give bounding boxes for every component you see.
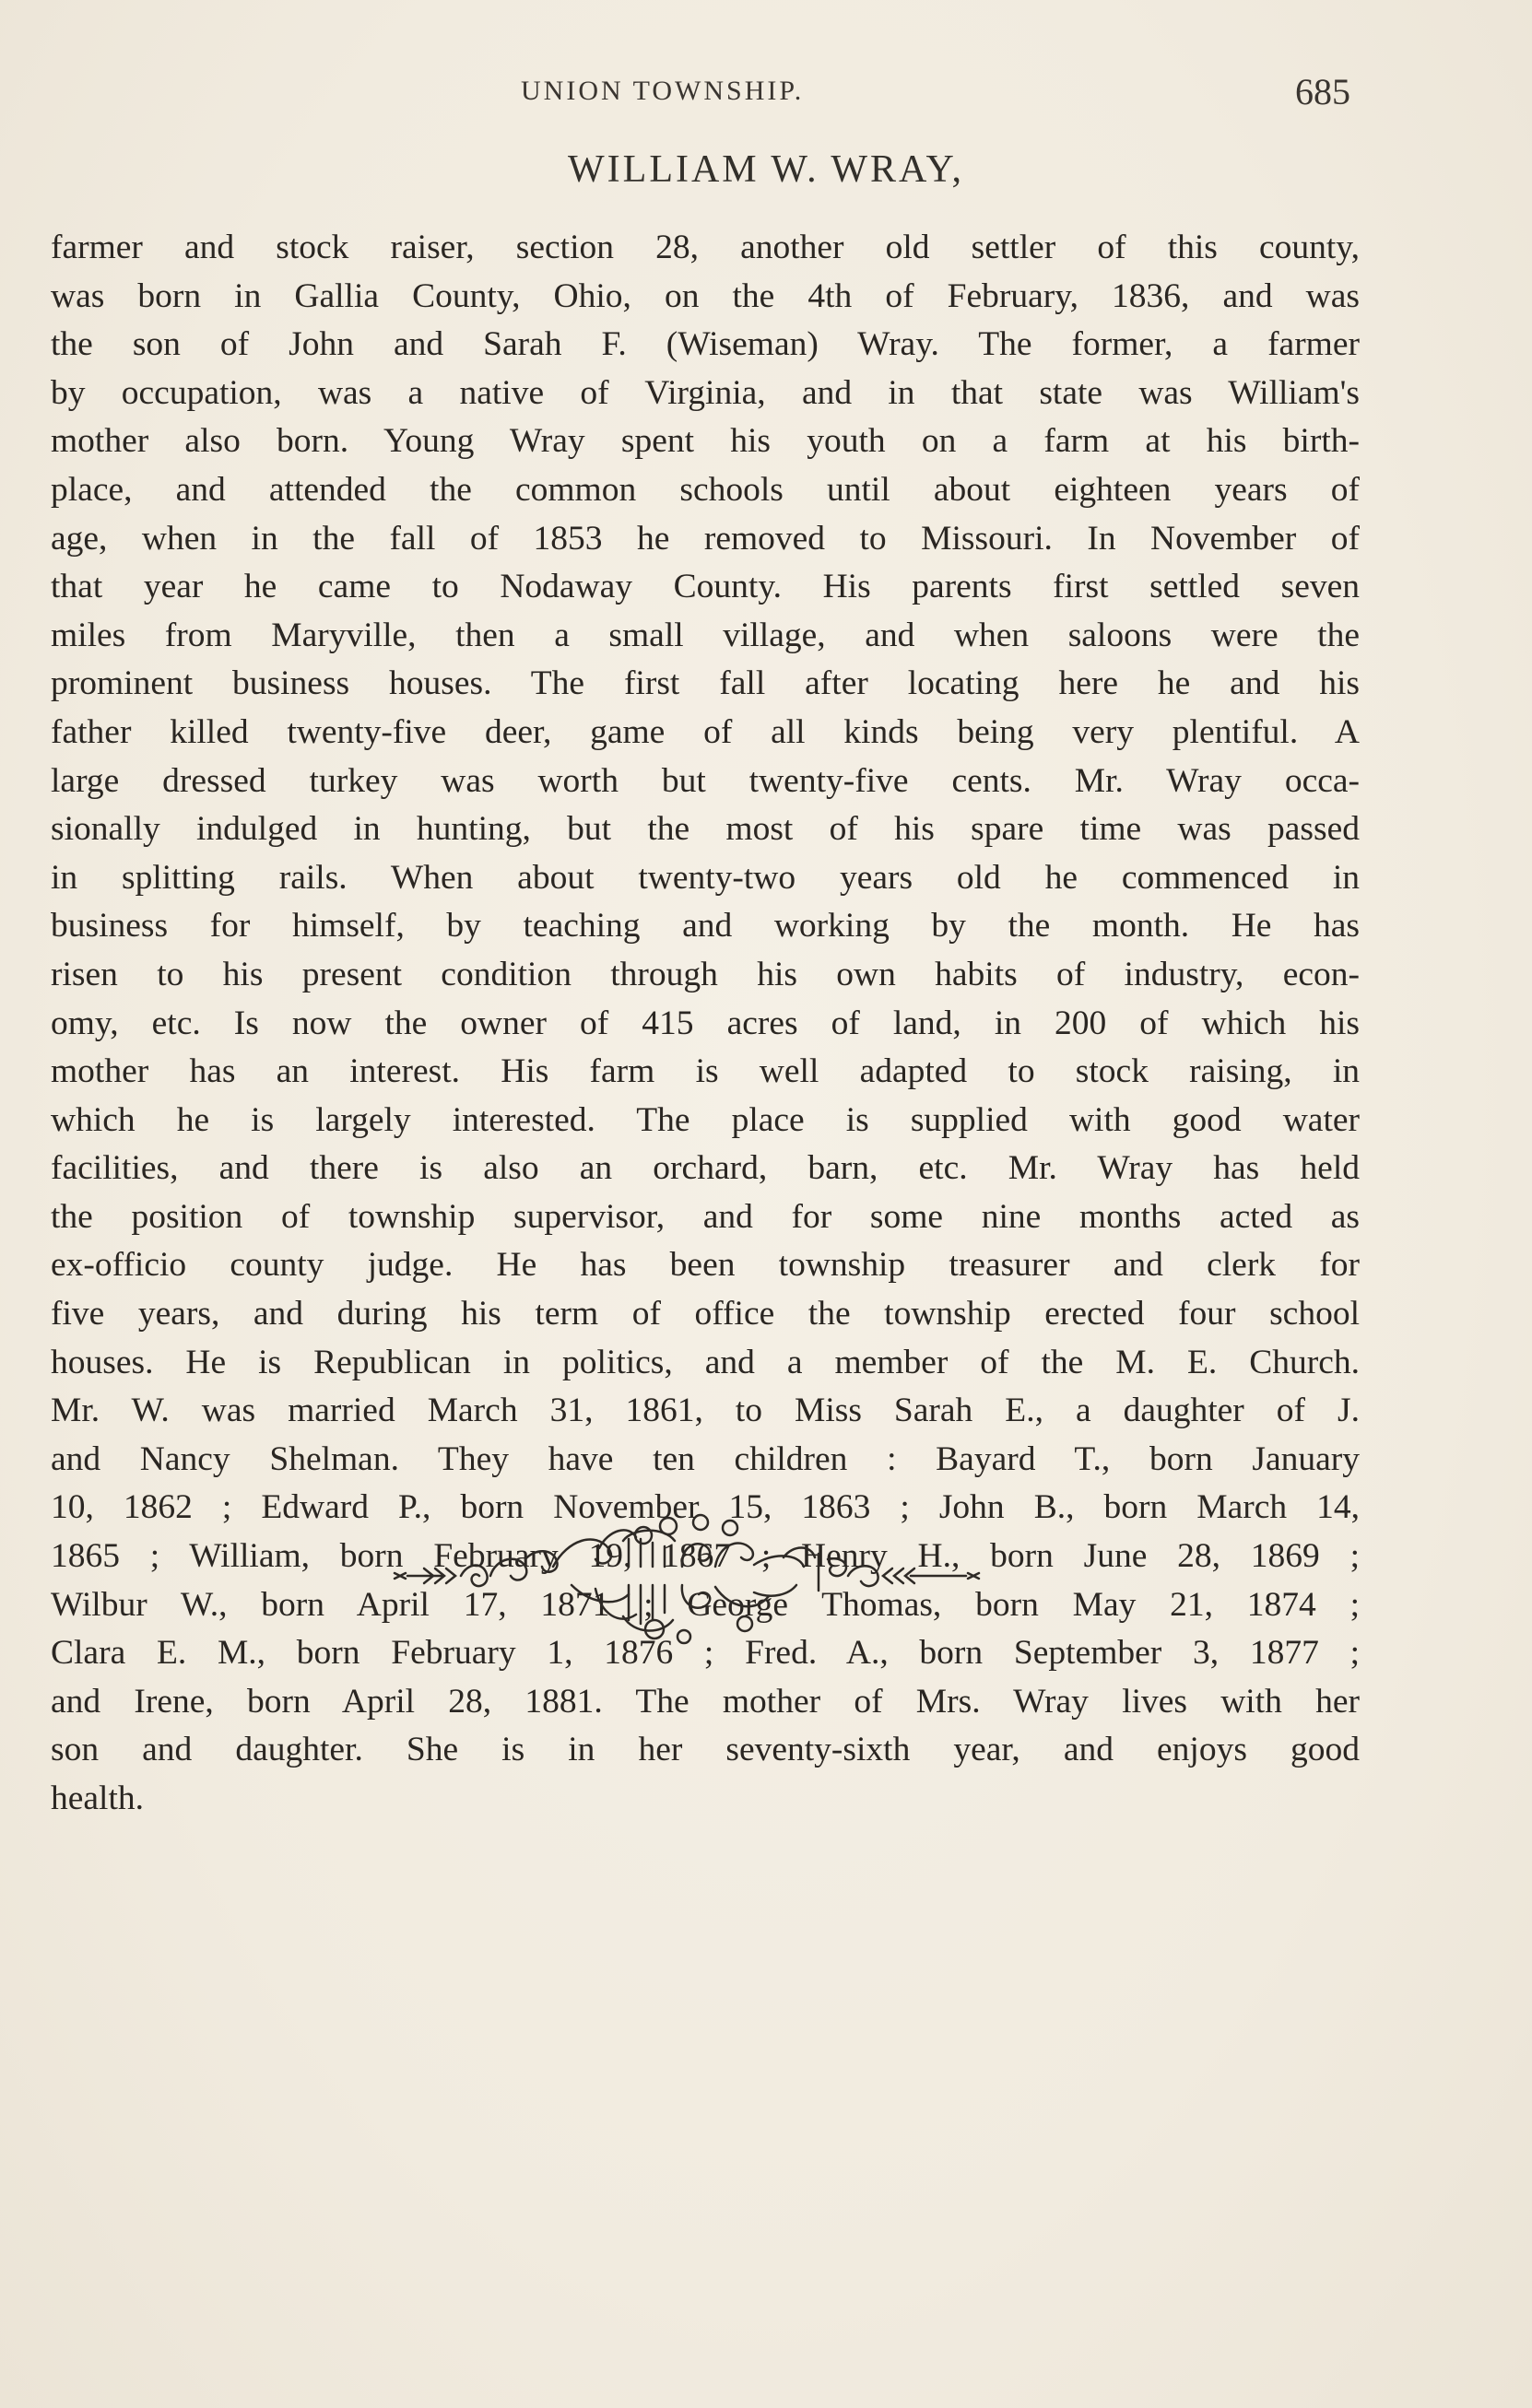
body-line: Wilbur W., born April 17, 1871 ; George Thomas, born May 21, 1874 ; — [51, 1585, 1360, 1624]
body-line: facilities, and there is also an orchard, barn, etc. Mr. Wray has held — [51, 1149, 1360, 1188]
body-line: miles from Maryville, then a small village, and when saloons were the — [51, 616, 1360, 654]
body-line: large dressed turkey was worth but twenty-five cents. Mr. Wray occa- — [51, 761, 1360, 800]
body-line: omy, etc. Is now the owner of 415 acres of land, in 200 of which his — [51, 1004, 1360, 1042]
body-line: 1865 ; William, born February 19, 1867 ; Henry H., born June 28, 1869 ; — [51, 1537, 1360, 1576]
body-line: farmer and stock raiser, section 28, another old settler of this county, — [51, 229, 1360, 266]
body-line: prominent business houses. The first fall after locating here he and his — [51, 664, 1360, 703]
body-line: the position of township supervisor, and for some nine months acted as — [51, 1197, 1360, 1236]
entry-title: WILLIAM W. WRAY, — [568, 148, 964, 191]
body-line: place, and attended the common schools until about eighteen years of — [51, 470, 1360, 509]
body-line: father killed twenty-five deer, game of all kinds being very plentiful. A — [51, 712, 1360, 751]
body-line: ex-officio county judge. He has been township treasurer and clerk for — [51, 1246, 1360, 1285]
body-line: and Irene, born April 28, 1881. The mother of Mrs. Wray lives with her — [51, 1682, 1360, 1721]
body-line: five years, and during his term of office the township erected four school — [51, 1295, 1360, 1333]
body-line: mother also born. Young Wray spent his youth on a farm at his birth- — [51, 422, 1360, 461]
body-line: the son of John and Sarah F. (Wiseman) Wray. The former, a farmer — [51, 325, 1360, 364]
body-line: age, when in the fall of 1853 he removed to Missouri. In November of — [51, 519, 1360, 558]
body-line: and Nancy Shelman. They have ten children : Bayard T., born January — [51, 1439, 1360, 1478]
running-head: UNION TOWNSHIP. — [521, 76, 805, 106]
body-line: Clara E. M., born February 1, 1876 ; Fred. A., born September 3, 1877 ; — [51, 1634, 1360, 1673]
body-line: houses. He is Republican in politics, and a member of the M. E. Church. — [51, 1343, 1360, 1381]
page-number: 685 — [1295, 71, 1350, 112]
body-line: by occupation, was a native of Virginia, and in that state was William's — [51, 373, 1360, 412]
body-line: that year he came to Nodaway County. His parents first settled seven — [51, 568, 1360, 606]
body-line: business for himself, by teaching and working by the month. He has — [51, 907, 1360, 946]
body-line: in splitting rails. When about twenty-two years old he commenced in — [51, 858, 1360, 897]
body-line: was born in Gallia County, Ohio, on the 4th of February, 1836, and was — [51, 276, 1360, 315]
body-line: mother has an interest. His farm is well adapted to stock raising, in — [51, 1052, 1360, 1091]
body-line: Mr. W. was married March 31, 1861, to Miss Sarah E., a daughter of J. — [51, 1392, 1360, 1430]
body-line: risen to his present condition through his own habits of industry, econ- — [51, 955, 1360, 993]
body-line: which he is largely interested. The place is supplied with good water — [51, 1100, 1360, 1139]
body-line: 10, 1862 ; Edward P., born November 15, 1863 ; John B., born March 14, — [51, 1488, 1360, 1527]
body-line: sionally indulged in hunting, but the most of his spare time was passed — [51, 810, 1360, 849]
body-line: health. — [51, 1780, 145, 1817]
decorative-tailpiece-icon — [387, 1511, 1023, 1650]
body-line: son and daughter. She is in her seventy-sixth year, and enjoys good — [51, 1731, 1360, 1769]
